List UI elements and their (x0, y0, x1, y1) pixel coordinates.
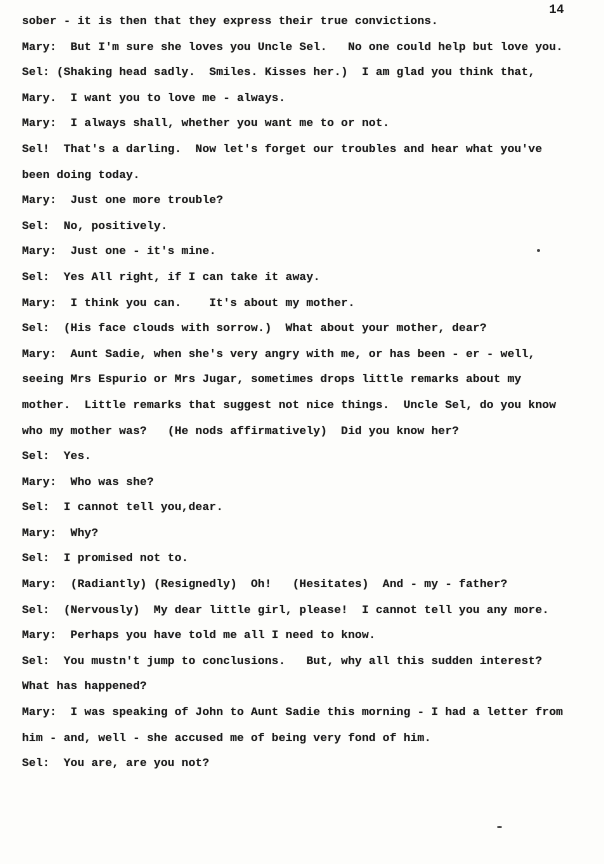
text-line: sober - it is then that they express their true convictions. (22, 16, 439, 28)
text-line: mother. Little remarks that suggest not nice things. Uncle Sel, do you know (22, 399, 557, 412)
text-line: Sel: Yes All right, if I can take it away. (22, 271, 321, 284)
ink-speck (497, 826, 502, 828)
text-line: Sel: Yes. (22, 451, 92, 464)
text-line: Mary: Perhaps you have told me all I need to know. (22, 630, 376, 643)
text-line: who my mother was? (He nods affirmatively) Did you know her? (22, 425, 459, 438)
text-line: Mary. I want you to love me - always. (22, 92, 286, 105)
text-line: Mary: Why? (22, 527, 99, 540)
text-line: Mary: Who was she? (22, 476, 154, 489)
text-line: been doing today. (22, 169, 140, 182)
text-line: him - and, well - she accused me of being very fond of him. (22, 732, 432, 745)
text-line: Mary: I think you can. It's about my mother. (22, 297, 355, 310)
text-line: Sel: (Nervously) My dear little girl, please! I cannot tell you any more. (22, 604, 550, 617)
text-line: Mary: I was speaking of John to Aunt Sadie this morning - I had a letter from (22, 707, 563, 720)
text-line: Mary: Just one more trouble? (22, 195, 224, 208)
text-line: seeing Mrs Espurio or Mrs Jugar, sometimes drops little remarks about my (22, 374, 522, 387)
page-number: 14 (549, 3, 565, 17)
script-text (22, 15, 597, 783)
text-line: Sel: (His face clouds with sorrow.) What about your mother, dear? (22, 323, 487, 336)
text-line: Mary: I always shall, whether you want me to or not. (22, 118, 390, 131)
text-line: Sel: I cannot tell you,dear. (22, 502, 224, 515)
text-line: Sel: I promised not to. (22, 553, 189, 566)
text-line: Sel: (Shaking head sadly. Smiles. Kisses her.) I am glad you think that, (22, 67, 536, 80)
text-line: Sel: You are, are you not? (22, 758, 210, 771)
text-line: Sel! That's a darling. Now let's forget our troubles and hear what you've (22, 143, 543, 156)
text-line: Mary: Aunt Sadie, when she's very angry with me, or has been - er - well, (22, 348, 536, 361)
text-line: What has happened? (22, 681, 147, 694)
ink-speck (537, 249, 540, 252)
text-line: Mary: But I'm sure she loves you Uncle Sel. No one could help but love you. (22, 41, 563, 54)
text-line: Mary: Just one - it's mine. (22, 246, 217, 259)
text-line: Sel: You mustn't jump to conclusions. But, why all this sudden interest? (22, 655, 543, 668)
text-line: Sel: No, positively. (22, 220, 168, 233)
text-line: Mary: (Radiantly) (Resignedly) Oh! (Hesitates) And - my - father? (22, 579, 508, 592)
